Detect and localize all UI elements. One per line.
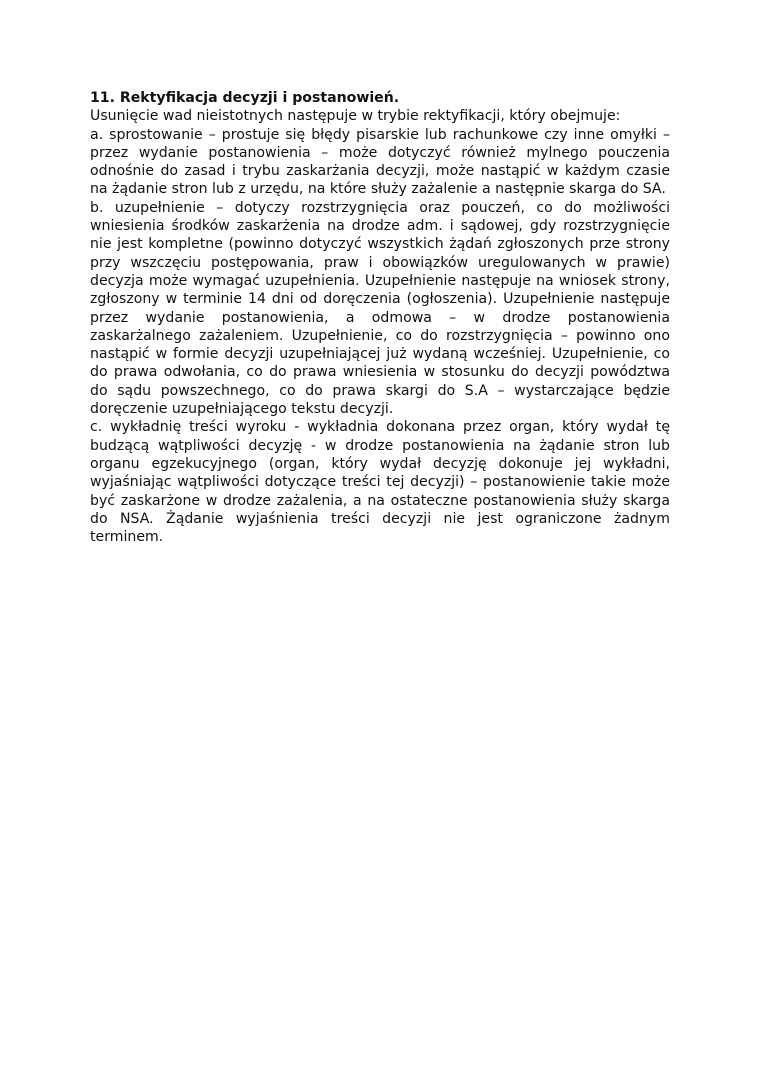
section-heading: 11. Rektyfikacja decyzji i postanowień. [90,90,400,106]
document-body [90,89,670,546]
point-a-paragraph: a. sprostowanie – prostuje się błędy pisarskie lub rachunkowe czy inne omyłki – przez wydanie postanowienia – może dotyczyć również mylnego pouczenia odnośnie do zasad i trybu zaskarżania decyzji, może nastąpić w każdym czasie na żądanie stron lub z urzędu, na które służy zażalenie a następnie skarga do SA. [90,126,670,198]
intro-paragraph: Usunięcie wad nieistotnych następuje w trybie rektyfikacji, który obejmuje: [90,108,621,125]
point-c-paragraph: c. wykładnię treści wyroku - wykładnia dokonana przez organ, który wydał tę budzącą wątpliwości decyzję - w drodze postanowienia na żądanie stron lub organu egzekucyjnego (organ, który wydał decyzję dokonuje jej wykładni, wyjaśniając wątpliwości dotyczące treści tej decyzji) – postanowienie takie może być zaskarżone w drodze zażalenia, a na ostateczne postanowienia służy skarga do NSA. Żądanie wyjaśnienia treści decyzji nie jest ograniczone żadnym terminem. [90,419,670,546]
point-b-paragraph: b. uzupełnienie – dotyczy rozstrzygnięcia oraz pouczeń, co do możliwości wniesienia środków zaskarżenia na drodze adm. i sądowej, gdy rozstrzygnięcie nie jest kompletne (powinno dotyczyć wszystkich żądań zgłoszonych prze strony przy wszczęciu postępowania, praw i obowiązków uregulowanych w prawie) decyzja może wymagać uzupełnienia. Uzupełnienie następuje na wniosek strony, zgłoszony w terminie 14 dni od doręczenia (ogłoszenia). Uzupełnienie następuje przez wydanie postanowienia, a odmowa – w drodze postanowienia zaskarżalnego zażaleniem. Uzupełnienie, co do rozstrzygnięcia – powinno ono nastąpić w formie decyzji uzupełniającej już wydaną wcześniej. Uzupełnienie, co do prawa odwołania, co do prawa wniesienia w stosunku do decyzji powództwa do sądu powszechnego, co do prawa skargi do S.A – wystarczające będzie doręczenie uzupełniającego tekstu decyzji. [90,199,670,418]
